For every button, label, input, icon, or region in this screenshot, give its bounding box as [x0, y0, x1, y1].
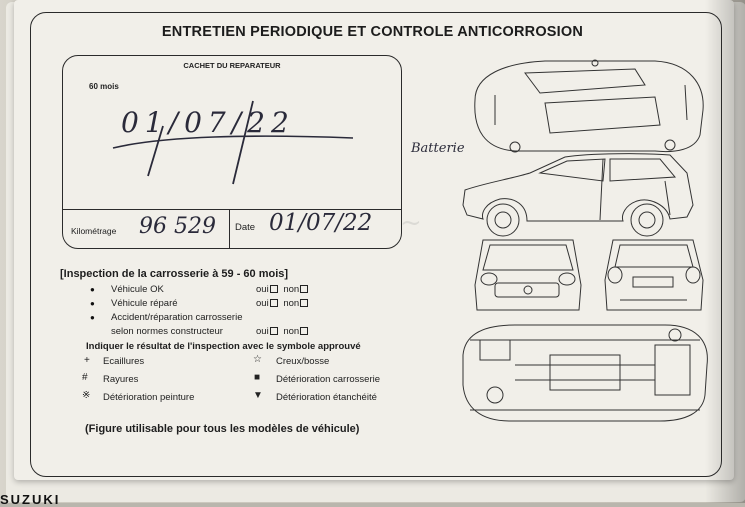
- handwritten-stamp-date: 01/07/22: [121, 106, 295, 139]
- hash-symbol-icon: #: [82, 372, 88, 383]
- yes-checkbox[interactable]: [270, 285, 278, 293]
- car-top-view-icon: [475, 60, 703, 152]
- asterism-symbol-icon: ※: [82, 390, 91, 401]
- km-date-row: [63, 209, 401, 248]
- handwritten-note: Batterie: [411, 141, 465, 156]
- no-label: non: [283, 284, 300, 295]
- no-checkbox[interactable]: [300, 299, 308, 307]
- item-accident-line2: selon normes constructeur: [111, 326, 223, 337]
- no-label: non: [283, 326, 300, 337]
- symbol-label-dent: Creux/bosse: [276, 356, 330, 367]
- months-label: 60 mois: [89, 82, 119, 91]
- km-divider: [229, 210, 230, 248]
- bleed-through-scribble: ~: [400, 208, 422, 238]
- yes-label: oui: [256, 298, 269, 309]
- item-vehicle-ok: Véhicule OK: [111, 284, 164, 295]
- km-label: Kilométrage: [71, 226, 117, 236]
- bullet-icon: ●: [90, 285, 95, 294]
- item-vehicle-repaired: Véhicule réparé: [111, 298, 178, 309]
- item-vehicle-repaired-choices: [256, 298, 311, 309]
- yes-label: oui: [256, 284, 269, 295]
- symbol-label-paint-damage: Détérioration peinture: [103, 392, 195, 403]
- yes-label: oui: [256, 326, 269, 337]
- yes-checkbox[interactable]: [270, 327, 278, 335]
- car-diagrams: [455, 55, 715, 425]
- item-vehicle-ok-choices: [256, 284, 311, 295]
- bullet-icon: ●: [90, 313, 95, 322]
- date-value: 01/07/22: [269, 210, 373, 236]
- yes-checkbox[interactable]: [270, 299, 278, 307]
- item-accident-choices: [256, 326, 311, 337]
- symbol-label-scratches: Rayures: [103, 374, 139, 385]
- no-checkbox[interactable]: [300, 327, 308, 335]
- square-symbol-icon: ■: [254, 372, 261, 383]
- stamp-label: CACHET DU REPARATEUR: [183, 61, 281, 70]
- page-title: ENTRETIEN PERIODIQUE ET CONTROLE ANTICORROSION: [161, 24, 584, 40]
- no-label: non: [283, 298, 300, 309]
- car-front-view-icon: [475, 240, 581, 310]
- car-side-view-icon: [463, 154, 693, 236]
- date-label: Date: [235, 222, 256, 233]
- repairer-stamp-box: [62, 55, 402, 249]
- symbol-label-body-damage: Détérioration carrosserie: [276, 374, 381, 385]
- symbol-label-chips: Ecaillures: [103, 356, 145, 367]
- km-value: 96 529: [139, 214, 216, 239]
- bullet-icon: ●: [90, 299, 95, 308]
- no-checkbox[interactable]: [300, 285, 308, 293]
- plus-symbol-icon: +: [84, 355, 90, 366]
- car-underbody-view-icon: [463, 325, 707, 421]
- footer-note: (Figure utilisable pour tous les modèles de véhicule): [85, 423, 360, 435]
- triangle-down-symbol-icon: ▼: [253, 390, 263, 401]
- brand-logo: SUZUKI: [0, 492, 61, 507]
- item-accident-line1: Accident/réparation carrosserie: [111, 312, 243, 323]
- inspection-title: [Inspection de la carrosserie à 59 - 60 mois]: [60, 268, 289, 280]
- car-rear-view-icon: [605, 240, 703, 310]
- symbol-label-seal-damage: Détérioration étanchéité: [276, 392, 377, 403]
- instruction-text: Indiquer le résultat de l'inspection avec le symbole approuvé: [86, 341, 361, 352]
- star-symbol-icon: ☆: [253, 354, 262, 365]
